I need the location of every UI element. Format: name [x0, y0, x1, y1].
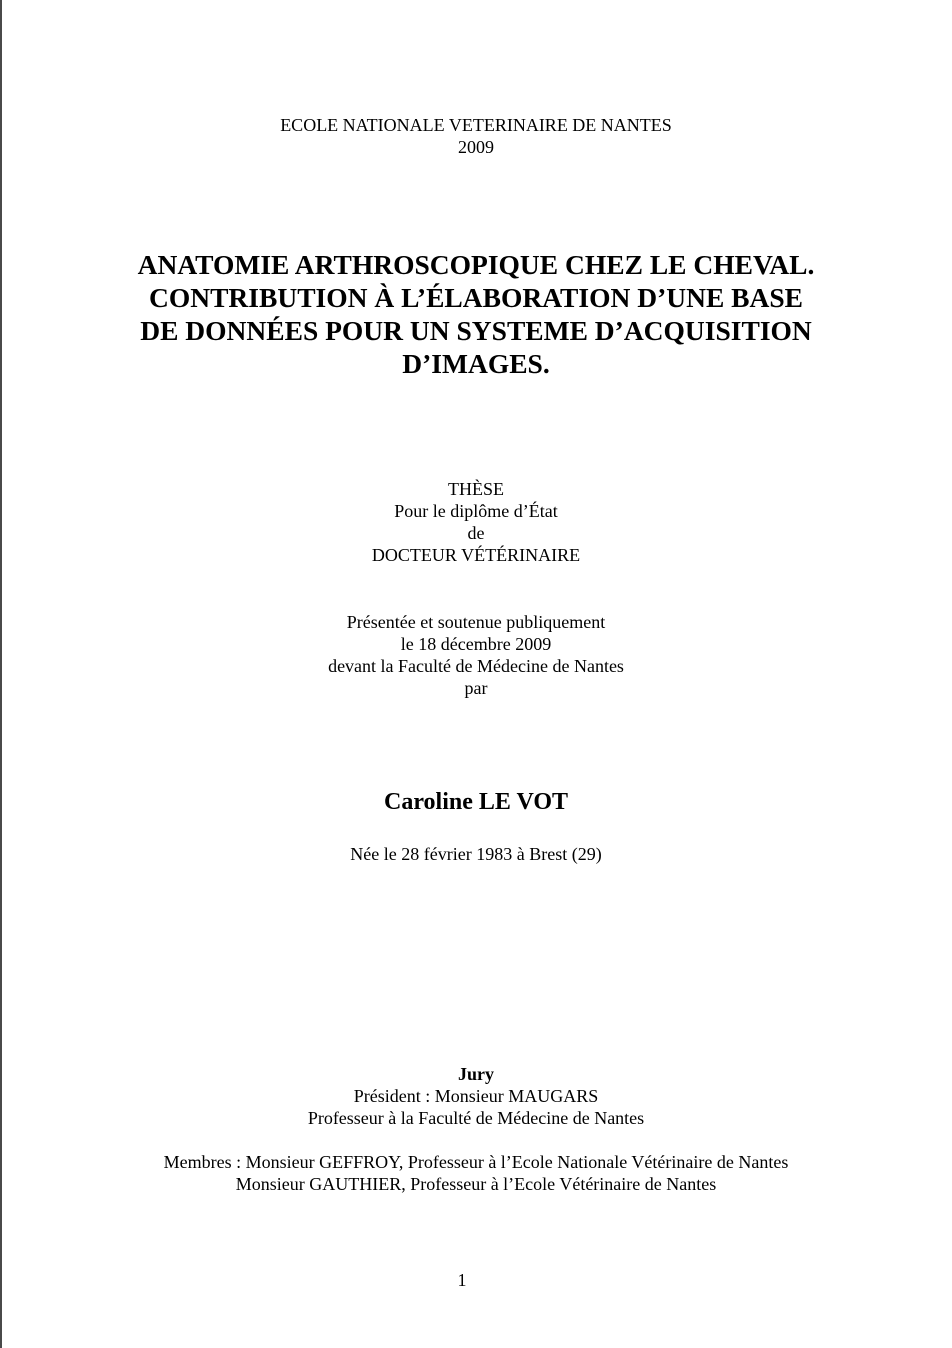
title-line: D’IMAGES. — [402, 348, 550, 379]
title-line: ANATOMIE ARTHROSCOPIQUE CHEZ LE CHEVAL. — [137, 249, 815, 280]
jury-president: Président : Monsieur MAUGARS — [353, 1086, 599, 1106]
jury-heading: Jury — [458, 1064, 494, 1084]
author-name: Caroline LE VOT — [384, 789, 568, 815]
author-birth: Née le 28 février 1983 à Brest (29) — [350, 844, 602, 864]
title-line: DE DONNÉES POUR UN SYSTEME D’ACQUISITION — [140, 315, 812, 346]
header-year: 2009 — [458, 137, 494, 157]
jury-members: Membres : Monsieur GEFFROY, Professeur à l’Ecole Nationale Vétérinaire de Nantes — [163, 1152, 789, 1172]
thesis-line: DOCTEUR VÉTÉRINAIRE — [371, 545, 581, 565]
defense-line: par — [464, 678, 488, 698]
jury-president-title: Professeur à la Faculté de Médecine de Nantes — [307, 1108, 645, 1128]
thesis-line: THÈSE — [448, 479, 504, 499]
school-name: ECOLE NATIONALE VETERINAIRE DE NANTES — [280, 115, 672, 135]
title-line: CONTRIBUTION À L’ÉLABORATION D’UNE BASE — [148, 282, 803, 313]
thesis-line: de — [467, 523, 485, 543]
defense-line: devant la Faculté de Médecine de Nantes — [328, 656, 624, 676]
thesis-line: Pour le diplôme d’État — [394, 501, 558, 521]
page-number: 1 — [457, 1270, 467, 1290]
defense-line: Présentée et soutenue publiquement — [346, 612, 606, 632]
jury-members: Monsieur GAUTHIER, Professeur à l’Ecole Vétérinaire de Nantes — [235, 1174, 717, 1194]
defense-line: le 18 décembre 2009 — [400, 634, 552, 654]
